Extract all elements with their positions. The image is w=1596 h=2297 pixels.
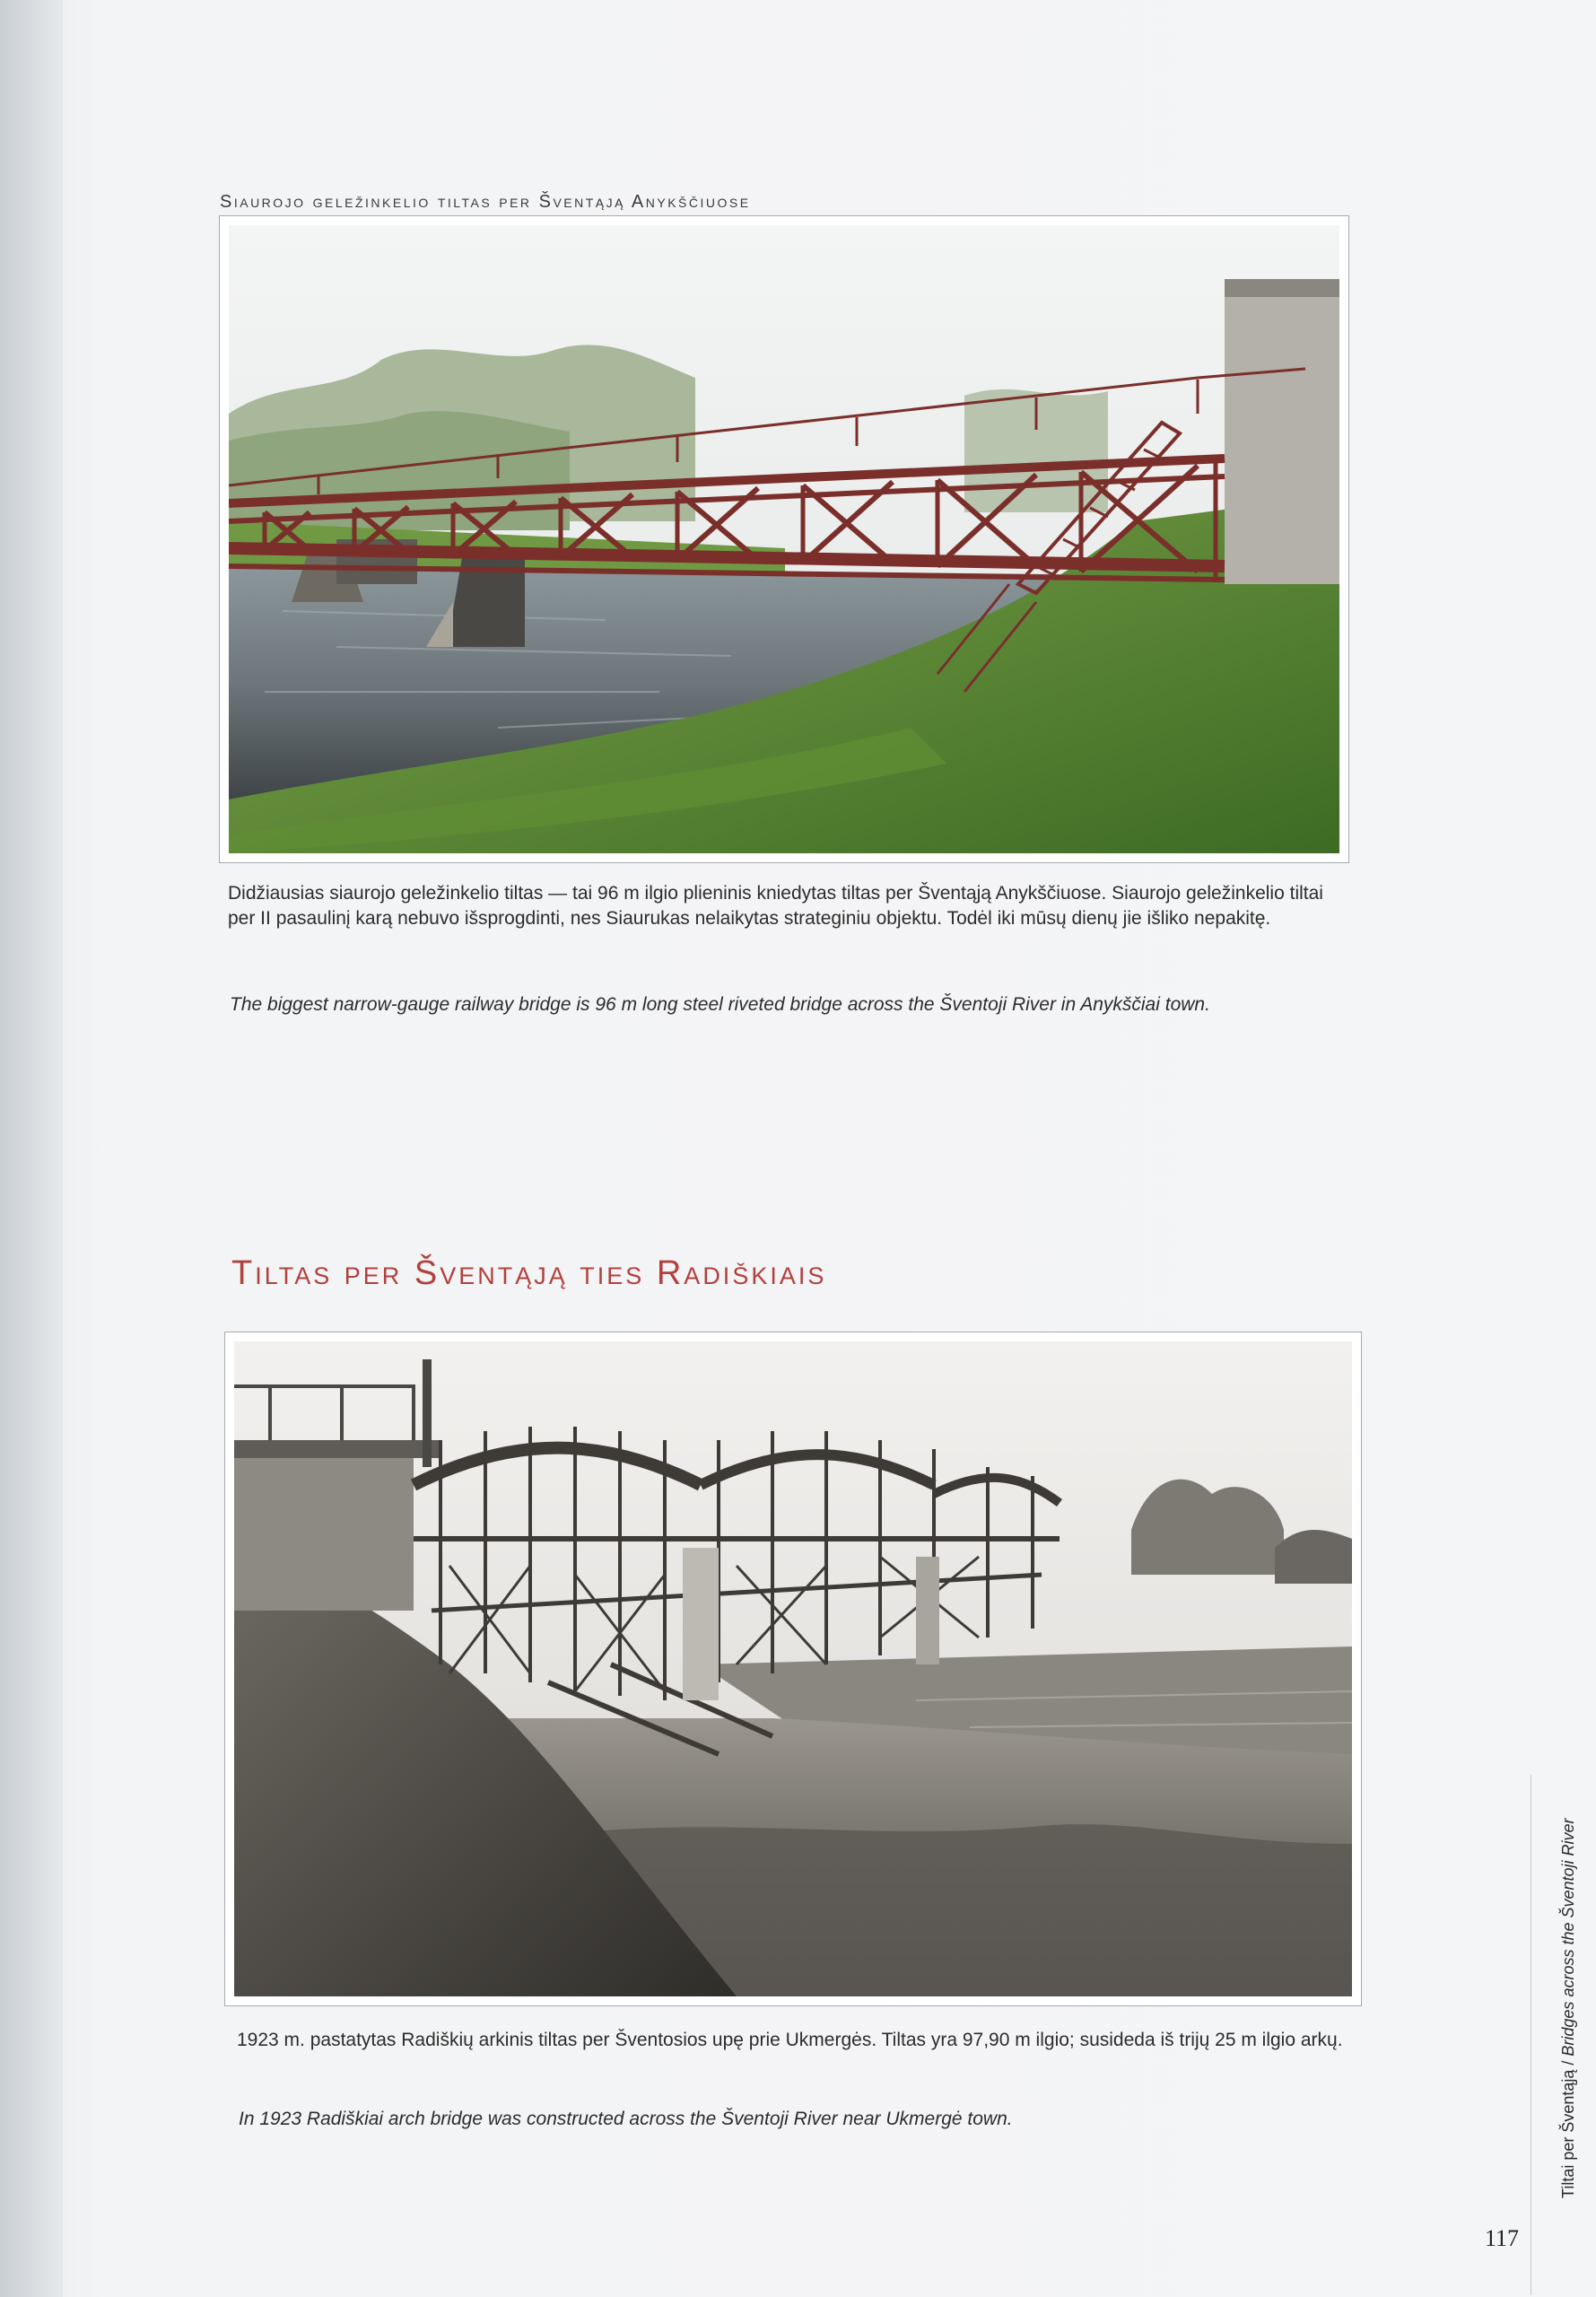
section-heading: Tiltas per Šventąją ties Radiškiais (231, 1254, 827, 1292)
photo-steel-bridge (219, 215, 1349, 863)
photo-arch-bridge-construction (224, 1332, 1362, 2006)
section-label: Siaurojo geležinkelio tiltas per Šventąją Anykščiuose (220, 192, 751, 212)
running-footer-lt: Tiltai per Šventąją / (1559, 2056, 1577, 2198)
photo2-caption-lt: 1923 m. pastatytas Radiškių arkinis tiltas per Šventosios upę prie Ukmergės. Tiltas yra 97,90 m ilgio; susideda iš trijų 25 m ilgio arkų. (237, 2030, 1343, 2050)
page-spine-shadow (0, 0, 63, 2297)
photo1-caption-lt: Didžiausias siaurojo geležinkelio tiltas — tai 96 m ilgio plieninis kniedytas tiltas per Šventąją Anykščiuose. Siaurojo geležinkelio tiltai per II pasaulinį karą nebuvo išsprogdinti, nes Siaurukas nelaikytas strateginiu objektu. Todėl iki mūsų dienų jie išliko nepakitę. (228, 883, 1323, 929)
running-footer-vertical (1559, 1818, 1578, 2198)
photo1-caption-en: The biggest narrow-gauge railway bridge is 96 m long steel riveted bridge across the Šventoji River in Anykščiai town. (230, 994, 1210, 1015)
arch-bridge-illustration (234, 1341, 1352, 1996)
photo2-caption-en: In 1923 Radiškiai arch bridge was constructed across the Šventoji River near Ukmergė town. (239, 2109, 1013, 2129)
page-number: 117 (1485, 2225, 1520, 2251)
steel-bridge-illustration (229, 225, 1339, 853)
running-footer-en: Bridges across the Šventoji River (1559, 1818, 1577, 2057)
